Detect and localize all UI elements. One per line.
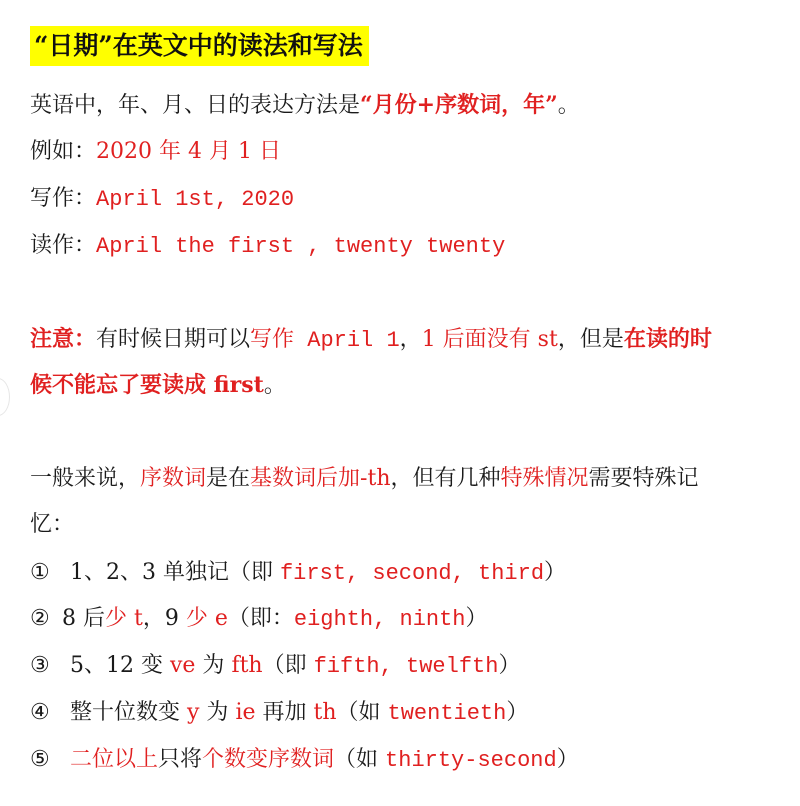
rule-text: ，9	[142, 606, 186, 631]
note-text: 在读的时	[623, 326, 712, 352]
rule-text: 为	[195, 653, 232, 678]
reading-label: 读作：	[30, 233, 97, 258]
edge-scroll-handle	[0, 378, 10, 416]
rule-number: ④	[30, 700, 50, 725]
rule-number: ②	[30, 606, 50, 631]
note-text: ，但是	[557, 327, 624, 352]
rule-text: fth	[231, 653, 263, 678]
rule-text: 为	[199, 700, 236, 725]
rule-text: y	[187, 700, 200, 725]
rule-text: 个数变序数词	[202, 747, 335, 772]
note-text: 候不能忘了要读成	[30, 372, 207, 398]
writing-value: April 1st, 2020	[96, 187, 295, 212]
note-text: 。	[263, 373, 286, 398]
rule-text: ）	[506, 700, 529, 725]
example-value: 2020 年 4 月 1 日	[96, 139, 281, 164]
rule-text: 1、2、3 单独记（即	[70, 560, 280, 585]
note-text: April 1	[294, 328, 400, 353]
note-text: 写作	[250, 327, 295, 352]
general-text: 一般来说，	[30, 466, 141, 491]
rule-text: 二位以上	[70, 747, 159, 772]
rule-text: （如	[336, 700, 388, 725]
rule-text: 只将	[158, 747, 203, 772]
general-line-2	[30, 510, 74, 540]
rule-text: 少 t	[105, 606, 143, 631]
rule-text: 少 e	[185, 606, 228, 631]
intro-line	[30, 90, 580, 121]
rule-text: ie	[235, 700, 256, 725]
rule-number: ⑤	[30, 747, 50, 772]
rule-text: ）	[465, 606, 488, 631]
rule-text: twentieth	[387, 701, 507, 726]
general-text: 序数词	[140, 466, 207, 491]
intro-highlight: “月份+序数词，年”	[360, 92, 558, 118]
general-text: 需要特殊记	[588, 466, 699, 491]
note-text: 有时候日期可以	[96, 327, 251, 352]
reading-value: April the first , twenty twenty	[96, 234, 506, 259]
note-label: 注意：	[30, 326, 97, 352]
general-text: 是在	[206, 466, 251, 491]
rule-text: ）	[556, 747, 579, 772]
rule-text: 整十位数变	[70, 700, 187, 725]
rule-text: 8 后	[62, 606, 105, 631]
rule-text: 再加	[255, 700, 314, 725]
rule-text: ）	[498, 653, 521, 678]
note-text: first	[206, 372, 264, 398]
general-text: 特殊情况	[500, 466, 589, 491]
rule-text: eighth, ninth	[293, 607, 466, 632]
note-text: ，	[399, 327, 422, 352]
note-line-2	[30, 370, 286, 401]
example-line	[30, 137, 281, 167]
rule-text: 5、12 变	[70, 653, 170, 678]
rule-item	[30, 604, 488, 635]
rule-item	[30, 745, 579, 776]
rule-text: fifth, twelfth	[313, 654, 499, 679]
rule-text: （即	[262, 653, 314, 678]
rule-number: ③	[30, 653, 50, 678]
general-text: 基数词后加-th	[250, 466, 391, 491]
rule-item	[30, 558, 566, 589]
rule-text: ve	[169, 653, 196, 678]
rule-text: th	[313, 700, 337, 725]
page-title: “日期”在英文中的读法和写法	[30, 26, 369, 66]
note-line-1	[30, 324, 712, 356]
rule-text: thirty-second	[385, 748, 557, 773]
general-text: ，但有几种	[390, 466, 501, 491]
rule-item	[30, 651, 520, 682]
rule-text: （如	[334, 747, 386, 772]
intro-end: 。	[557, 93, 580, 118]
rule-text: ）	[544, 560, 567, 585]
intro-text: 英语中，年、月、日的表达方法是	[30, 93, 361, 118]
general-line-1	[30, 464, 699, 494]
rule-item	[30, 698, 528, 729]
writing-line	[30, 184, 294, 215]
note-text: 1 后面没有 st	[421, 327, 558, 352]
writing-label: 写作：	[30, 186, 97, 211]
example-label: 例如：	[30, 139, 97, 164]
rule-text: （即：	[227, 606, 294, 631]
rule-text: first, second, third	[279, 561, 545, 586]
rule-number: ①	[30, 560, 50, 585]
reading-line	[30, 231, 505, 262]
general-text: 忆：	[30, 512, 75, 537]
